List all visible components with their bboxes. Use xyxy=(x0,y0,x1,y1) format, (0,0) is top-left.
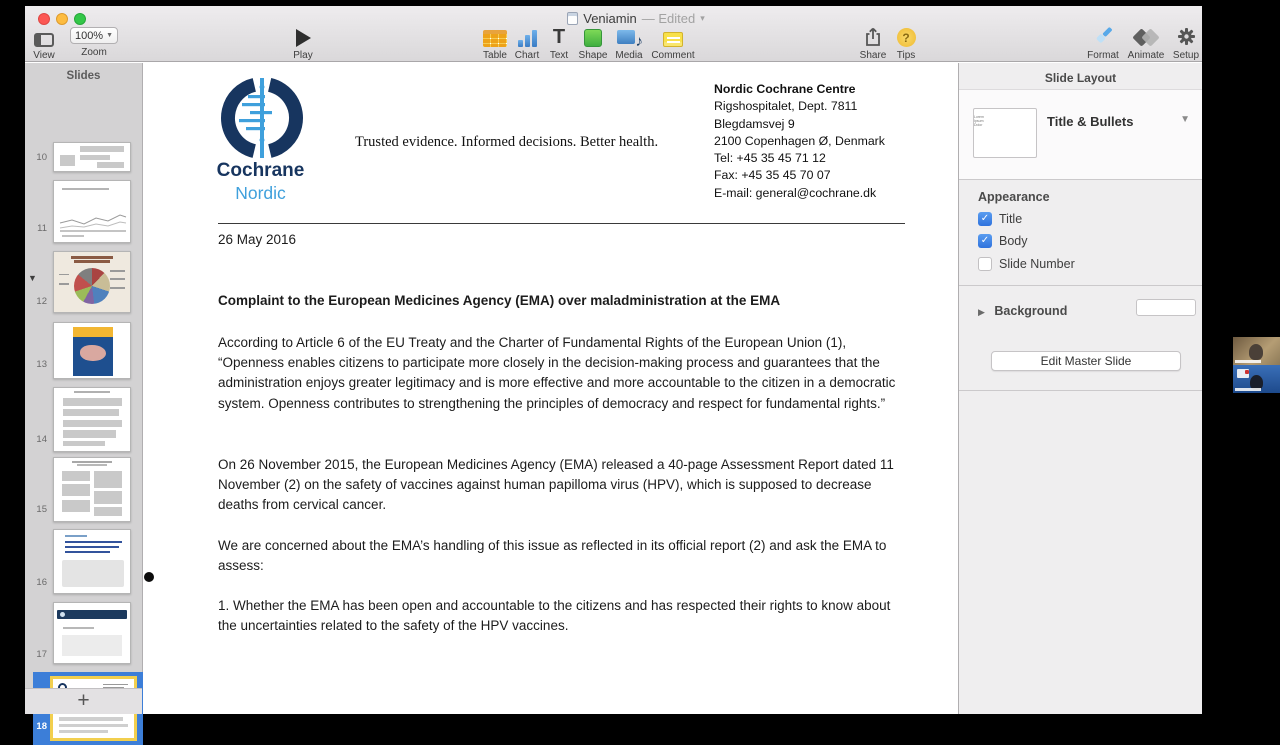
body-checkbox-label: Body xyxy=(999,234,1028,248)
close-traffic-light[interactable] xyxy=(38,13,50,25)
webcam-participant-top xyxy=(1233,337,1280,365)
add-slide-bar xyxy=(25,688,142,714)
format-brush-icon xyxy=(1092,25,1114,47)
tagline-text[interactable]: Trusted evidence. Informed decisions. Better health. xyxy=(355,134,659,150)
collapse-indicator-icon[interactable]: ▼ xyxy=(28,273,37,283)
minimize-traffic-light[interactable] xyxy=(56,13,68,25)
contact-line: 2100 Copenhagen Ø, Denmark xyxy=(714,133,885,148)
background-label: Background xyxy=(994,304,1068,318)
slide-thumbnail-16[interactable] xyxy=(53,529,131,594)
letter-paragraph[interactable]: 1. Whether the EMA has been open and accountable to the citizens and has respected their rights to know about the uncertainties related to the safety of the HPV vaccines. xyxy=(218,598,891,634)
background-color-well[interactable] xyxy=(1136,299,1196,316)
slide-number: 16 xyxy=(36,577,47,588)
slide-layout-section xyxy=(959,89,1202,180)
add-slide-button[interactable]: + xyxy=(77,689,90,712)
setup-gear-icon xyxy=(1176,26,1197,47)
keynote-window xyxy=(25,6,1202,732)
logo-wordmark-sub[interactable]: Nordic xyxy=(235,183,286,203)
slide-number: 12 xyxy=(36,296,47,307)
header-rule xyxy=(218,223,905,224)
slide-number: 10 xyxy=(36,152,47,163)
checkbox-checked-icon[interactable]: ✓ xyxy=(978,212,992,226)
banner-thumb xyxy=(57,610,127,619)
logo-wordmark[interactable]: Cochrane xyxy=(216,160,305,181)
slide-navigator xyxy=(25,63,143,732)
slide-thumbnail-14[interactable] xyxy=(53,387,131,452)
appearance-header: Appearance xyxy=(978,190,1050,204)
letter-heading[interactable]: Complaint to the European Medicines Agency (EMA) over maladministration at the EMA xyxy=(218,293,781,308)
zoom-label: Zoom xyxy=(81,47,107,58)
background-row[interactable] xyxy=(978,304,1067,318)
contact-line: Tel: +45 35 45 71 12 xyxy=(714,151,826,166)
slide-number: 14 xyxy=(36,434,47,445)
shape-button[interactable]: Shape xyxy=(563,25,623,61)
table-button[interactable]: Table xyxy=(465,25,525,61)
title-chevron-icon[interactable]: ▾ xyxy=(700,12,705,23)
play-icon xyxy=(296,29,311,47)
slide-thumbnail-17[interactable] xyxy=(53,602,131,664)
slide-number: 11 xyxy=(37,223,47,234)
contact-line: Fax: +45 35 45 70 07 xyxy=(714,168,831,183)
slide-number: 13 xyxy=(36,359,47,370)
toolbar xyxy=(25,6,1202,62)
comment-button[interactable]: Comment xyxy=(643,25,703,61)
share-button[interactable]: Share xyxy=(843,25,903,61)
chevron-down-icon[interactable]: ▼ xyxy=(1180,114,1190,125)
letter-date[interactable]: 26 May 2016 xyxy=(218,232,297,247)
slide-thumbnail-15[interactable] xyxy=(53,457,131,522)
edited-status: — Edited xyxy=(641,10,696,26)
pie-chart-thumb xyxy=(74,268,110,304)
format-button[interactable]: Format xyxy=(1073,25,1133,61)
chart-button[interactable]: Chart xyxy=(497,25,557,61)
play-button[interactable]: Play xyxy=(273,25,333,61)
zoom-value: 100% xyxy=(74,29,104,42)
document-icon xyxy=(567,12,578,25)
media-button[interactable]: ♪ Media xyxy=(599,25,659,61)
cochrane-logo xyxy=(215,72,310,166)
letter-paragraph[interactable]: According to Article 6 of the EU Treaty and the Charter of Fundamental Rights of the European Union (1), “Openness enables citizens to participate more closely in the decision-making process and guarantees that the administration enjoys greater legitimacy and is more effective and more accountable to the citizen in a democratic system. Openness contributes to strengthening the principles of democracy and respect for fundamental rights.” xyxy=(218,335,896,411)
checkbox-unchecked-icon[interactable] xyxy=(978,257,992,271)
slide-thumbnail-11[interactable] xyxy=(53,180,131,243)
slide-thumbnail-12[interactable] xyxy=(53,251,131,313)
webcam-overlay xyxy=(1233,337,1280,393)
checkbox-checked-icon[interactable]: ✓ xyxy=(978,234,992,248)
slide-thumbnail-13[interactable] xyxy=(53,322,131,379)
letter-paragraph[interactable]: On 26 November 2015, the European Medicines Agency (EMA) released a 40-page Assessment Report dated 11 November (2) on the safety of vaccines against human papilloma virus (HPV), which is supposed to decrease deaths from cervical cancer. xyxy=(218,457,894,513)
contact-line: E-mail: general@cochrane.dk xyxy=(714,185,877,200)
title-checkbox-row[interactable] xyxy=(978,212,1022,226)
letter-paragraph[interactable]: We are concerned about the EMA’s handling of this issue as reflected in its official report (2) and ask the EMA to assess: xyxy=(218,538,887,574)
layout-name: Title & Bullets xyxy=(1047,114,1134,129)
contact-line: Blegdamsvej 9 xyxy=(714,116,795,131)
media-icon: ♪ xyxy=(617,29,641,47)
slide-number: 18 xyxy=(36,721,47,732)
slide-number-checkbox-label: Slide Number xyxy=(999,257,1075,271)
slide-number-checkbox-row[interactable] xyxy=(978,257,1075,271)
annotation-dot xyxy=(144,572,154,582)
animate-button[interactable]: Animate xyxy=(1116,25,1176,61)
map-poster-thumb xyxy=(73,327,113,376)
slide-number: 15 xyxy=(36,504,47,515)
zoom-traffic-light[interactable] xyxy=(74,13,86,25)
setup-button[interactable]: Setup xyxy=(1156,25,1216,61)
inspector-header: Slide Layout xyxy=(1044,71,1117,85)
text-button[interactable]: T Text xyxy=(549,26,569,61)
slides-header: Slides xyxy=(66,70,101,82)
chevron-down-icon: ▼ xyxy=(106,32,114,39)
body-checkbox-row[interactable] xyxy=(978,234,1028,248)
title-checkbox-label: Title xyxy=(999,212,1023,226)
slide-thumbnail-10[interactable] xyxy=(53,142,131,172)
comment-icon xyxy=(663,32,683,47)
contact-line: Rigshospitalet, Dept. 7811 xyxy=(714,99,858,114)
edit-master-slide-button[interactable]: Edit Master Slide xyxy=(991,351,1181,371)
window-title-group xyxy=(526,10,746,26)
divider xyxy=(959,285,1202,286)
contact-block[interactable] xyxy=(714,81,885,202)
text-icon: T xyxy=(552,26,566,48)
slide-number: 17 xyxy=(36,649,47,660)
divider xyxy=(959,390,1202,391)
webcam-participant-bottom xyxy=(1233,365,1280,393)
tips-button[interactable]: ? Tips xyxy=(876,25,936,61)
format-inspector xyxy=(958,63,1202,714)
zoom-dropdown[interactable] xyxy=(70,27,118,44)
slide-canvas[interactable] xyxy=(143,63,958,714)
contact-name: Nordic Cochrane Centre xyxy=(714,82,856,96)
document-title: Veniamin xyxy=(583,10,637,26)
view-icon xyxy=(34,33,54,47)
tips-icon: ? xyxy=(897,28,916,47)
view-button[interactable]: View xyxy=(14,25,74,61)
disclosure-triangle-icon[interactable]: ▶ xyxy=(978,307,985,317)
layout-thumbnail[interactable]: Lorem Ipsum Dolor xyxy=(973,108,1037,158)
